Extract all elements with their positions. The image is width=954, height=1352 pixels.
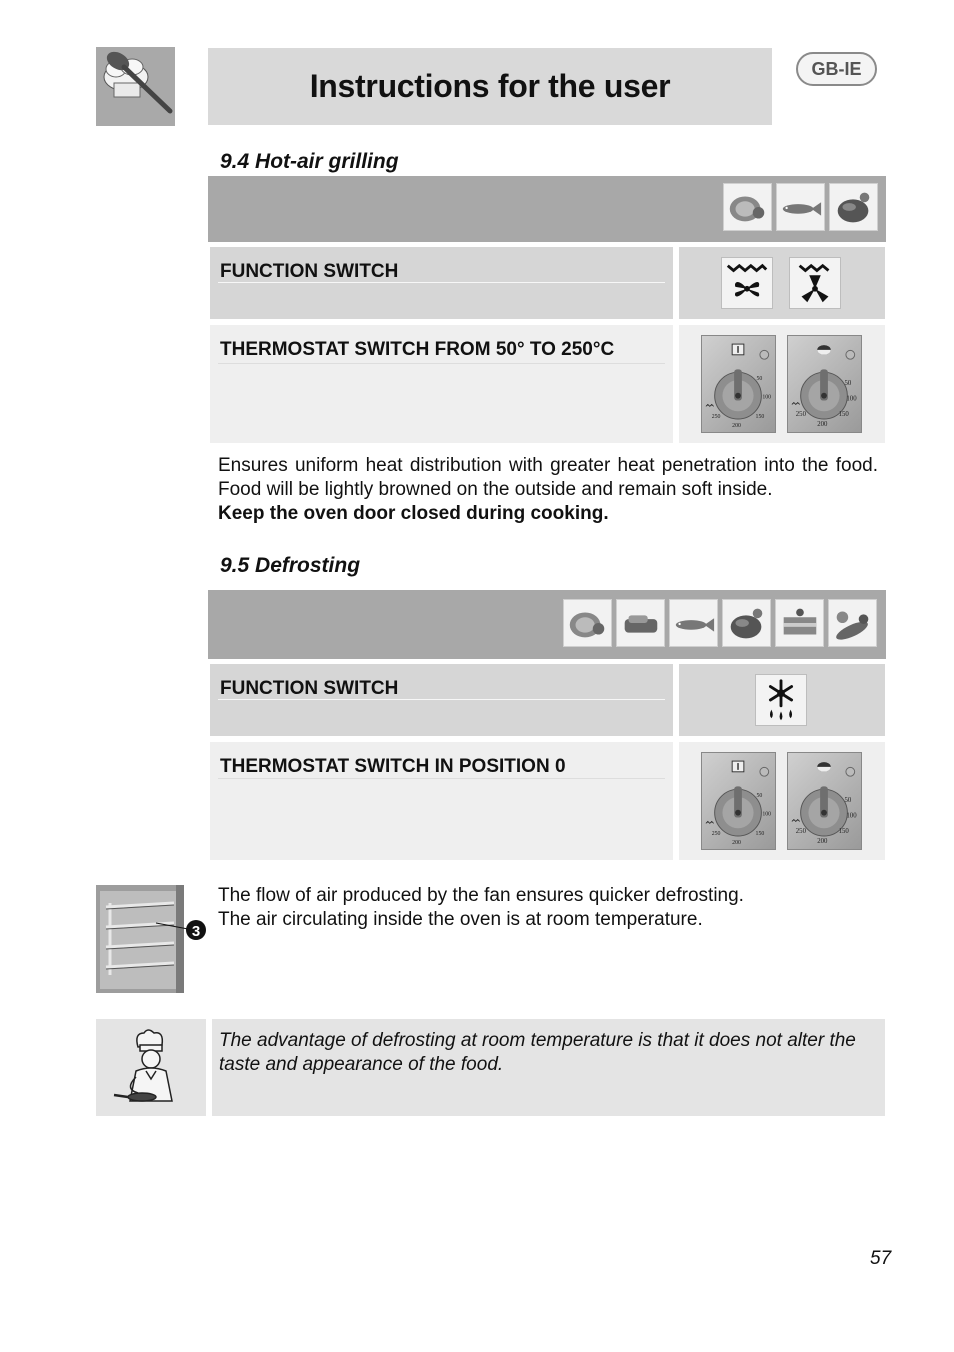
function-switch-label: FUNCTION SWITCH	[220, 678, 399, 699]
dial-tick-label: 150	[838, 828, 849, 836]
cake-icon	[775, 599, 824, 647]
note-box	[212, 1019, 885, 1116]
dial-tick-label: 100	[846, 812, 857, 820]
dial-tick-label: 50	[756, 376, 763, 383]
thermostat-dials-cell	[679, 325, 885, 443]
food-icons-band	[208, 176, 886, 242]
dial-tick-label: 200	[817, 837, 828, 845]
food-icons-band	[208, 590, 886, 659]
divider	[218, 699, 665, 700]
dial-tick-label: 100	[762, 811, 772, 818]
hot-air-grilling-description: Ensures uniform heat distribution with greater heat penetration into the food. Food will be lightly browned on the outside and remain soft inside.	[218, 455, 878, 500]
meat-icon	[723, 183, 772, 231]
thermostat-cell	[210, 742, 673, 860]
section-title-hot-air-grilling: 9.4 Hot-air grilling	[220, 150, 399, 173]
defrosting-description	[218, 884, 878, 932]
bread-icon	[616, 599, 665, 647]
defrosting-description-line1: The flow of air produced by the fan ensures quicker defrosting.	[218, 885, 744, 906]
meat-icon	[563, 599, 612, 647]
thermostat-dials-cell	[679, 742, 885, 860]
grill-small-fan-icon	[789, 257, 841, 309]
function-switch-cell	[210, 664, 673, 736]
page-header	[208, 48, 772, 125]
dial-tick-label: 150	[755, 831, 765, 838]
function-symbols-cell	[679, 664, 885, 736]
dial-tick-label: 200	[732, 839, 741, 846]
page-number: 57	[870, 1248, 892, 1269]
function-switch-label: FUNCTION SWITCH	[220, 261, 399, 282]
dial-tick-label: 250	[711, 831, 721, 838]
function-switch-cell	[210, 247, 673, 319]
dial-tick-label: 150	[755, 414, 765, 421]
thermostat-dial-electric	[701, 335, 776, 433]
snowflake-drops-icon	[755, 674, 807, 726]
oven-rack-icon	[96, 885, 208, 993]
dial-tick-label: 50	[844, 796, 852, 804]
poultry-icon	[722, 599, 771, 647]
thermostat-cell	[210, 325, 673, 443]
defrosting-description-line2: The air circulating inside the oven is at room temperature.	[218, 909, 703, 930]
dial-tick-label: 100	[846, 395, 857, 403]
dial-tick-label: 50	[844, 379, 852, 387]
dial-tick-label: 100	[762, 394, 772, 401]
thermostat-dial-electric	[701, 752, 776, 850]
vegetables-icon	[828, 599, 877, 647]
dial-tick-label: 250	[711, 414, 721, 421]
fish-icon	[669, 599, 718, 647]
oven-shelf-illustration	[96, 885, 208, 993]
language-badge: GB-IE	[796, 52, 877, 86]
poultry-icon	[829, 183, 878, 231]
function-symbols-cell	[679, 247, 885, 319]
section-title-defrosting: 9.5 Defrosting	[220, 554, 361, 577]
thermostat-label: THERMOSTAT SWITCH IN POSITION 0	[220, 756, 566, 777]
dial-tick-label: 50	[756, 793, 763, 800]
divider	[218, 778, 665, 779]
thermostat-dial-gas	[787, 335, 862, 433]
dial-tick-label: 250	[795, 828, 806, 836]
dial-tick-label: 150	[838, 411, 849, 419]
dial-tick-label: 200	[817, 420, 828, 428]
dial-tick-label: 250	[795, 411, 806, 419]
thermostat-dial-gas	[787, 752, 862, 850]
chef-cooking-icon	[96, 1019, 206, 1116]
note-text: The advantage of defrosting at room temperature is that it does not alter the taste and appearance of the food.	[219, 1030, 856, 1075]
spoon-chef-hat-icon	[96, 47, 175, 126]
divider	[218, 282, 665, 283]
hot-air-grilling-warning: Keep the oven door closed during cooking.	[218, 503, 609, 524]
brand-logo	[96, 47, 175, 126]
page-title: Instructions for the user	[309, 68, 671, 104]
dial-tick-label: 200	[732, 422, 741, 429]
thermostat-label: THERMOSTAT SWITCH FROM 50° TO 250°C	[220, 339, 615, 360]
note-icon-box	[96, 1019, 206, 1116]
grill-fan-icon	[721, 257, 773, 309]
fish-icon	[776, 183, 825, 231]
divider	[218, 363, 665, 364]
shelf-position-number: 3	[191, 923, 201, 940]
